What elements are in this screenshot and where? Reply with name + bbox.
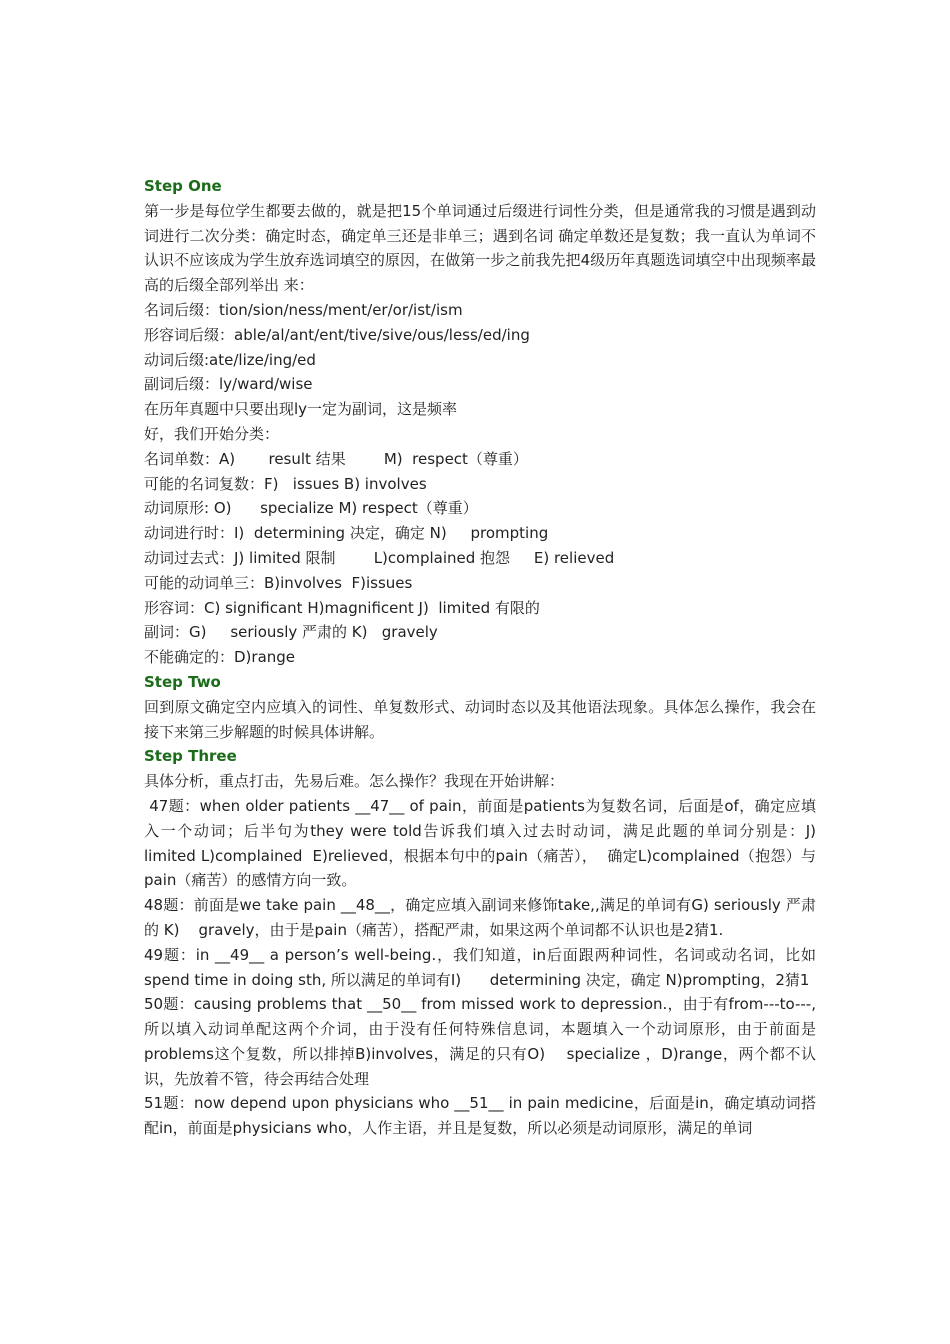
category-line: 副词：G) seriously 严肃的 K) gravely [144,623,438,642]
step-three-intro: 具体分析，重点打击，先易后难。怎么操作？我现在开始讲解： [144,772,565,791]
suffix-line: 动词后缀:ate/lize/ing/ed [144,350,316,369]
category-line: 不能确定的：D)range [144,648,296,667]
step-one-intro: 第一步是每位学生都要去做的，就是把15个单词通过后缀进行词性分类，但是通常我的习惯是遇到动词进行二次分类：确定时态，确定单三还是非单三；遇到名词 确定单数还是复数；我一直认为单词不认识不应该成为学生放弃选词填空的原因，在做第一步之前我先把4级历年真题选词填空中出现频率最高的后缀全部列举出 来： [144,201,816,295]
step-one-heading: Step One [144,177,222,195]
suffix-line: 副词后缀：ly/ward/wise [144,375,313,394]
suffix-line: 形容词后缀：able/al/ant/ent/tive/sive/ous/less/ed/ing [144,325,530,344]
step-three-heading: Step Three [144,747,237,766]
question-analysis: 47题：when older patients __47__ of pain，前面是patients为复数名词，后面是of，确定应填入一个动词；后半句为they were told告诉我们填入过去时动词，满足此题的单词分别是：J) limited L)complained E)relieved，根据本句中的pain（痛苦）， 确定L)complained（抱怨）与pain（痛苦）的感情方向一致。 [144,796,850,890]
step-two-heading: Step Two [144,672,221,691]
question-analysis: 48题：前面是we take pain __48__，确定应填入副词来修饰take,,满足的单词有G) seriously 严肃的 K) gravely，由于是pain（痛苦），搭配严肃，如果这两个单词都不认识也是2猜1. [144,896,816,939]
question-analysis: 51题：now depend upon physicians who __51__ in pain medicine，后面是in，确定填动词搭配in，前面是physicians who，人作主语，并且是复数，所以必须是动词原形，满足的单词 [144,1094,816,1138]
step-two-text: 回到原文确定空内应填入的词性、单复数形式、动词时态以及其他语法现象。具体怎么操作，我会在接下来第三步解题的时候具体讲解。 [144,697,816,741]
category-line: 动词进行时：I) determining 决定，确定 N) prompting [144,524,549,543]
category-line: 可能的名词复数：F) issues B) involves [144,474,427,493]
category-line: 形容词：C) significant H)magnificent J) limited 有限的 [144,598,540,617]
suffix-line: 好，我们开始分类： [144,424,280,443]
suffix-line: 名词后缀：tion/sion/ness/ment/er/or/ist/ism [144,300,463,319]
question-analysis: 50题：causing problems that __50__ from missed work to depression.，由于有from---to---,所以填入动词单配这两个介词，由于没有任何特殊信息词，本题填入一个动词原形，由于前面是 problems这个复数，所以排掉B)involves，满足的只有O) specialize ，D)range，两个都不认识，先放着不管，待会再结合处理 [144,995,821,1088]
category-line: 可能的动词单三：B)involves F)issues [144,573,413,592]
suffix-line: 在历年真题中只要出现ly一定为副词，这是频率 [144,400,458,419]
category-line: 动词原形: O) specialize M) respect（尊重） [144,499,478,518]
category-line: 动词过去式：J) limited 限制 L)complained 抱怨 E) relieved [144,548,615,567]
category-line: 名词单数：A) result 结果 M) respect（尊重） [144,449,528,468]
document-body [144,174,850,1141]
question-analysis: 49题：in __49__ a person’s well-being.，我们知道，in后面跟两种词性，名词或动名词，比如spend time in doing sth, 所以满足的单词有I) determining 决定，确定 N)prompting，2猜1 [144,945,816,989]
